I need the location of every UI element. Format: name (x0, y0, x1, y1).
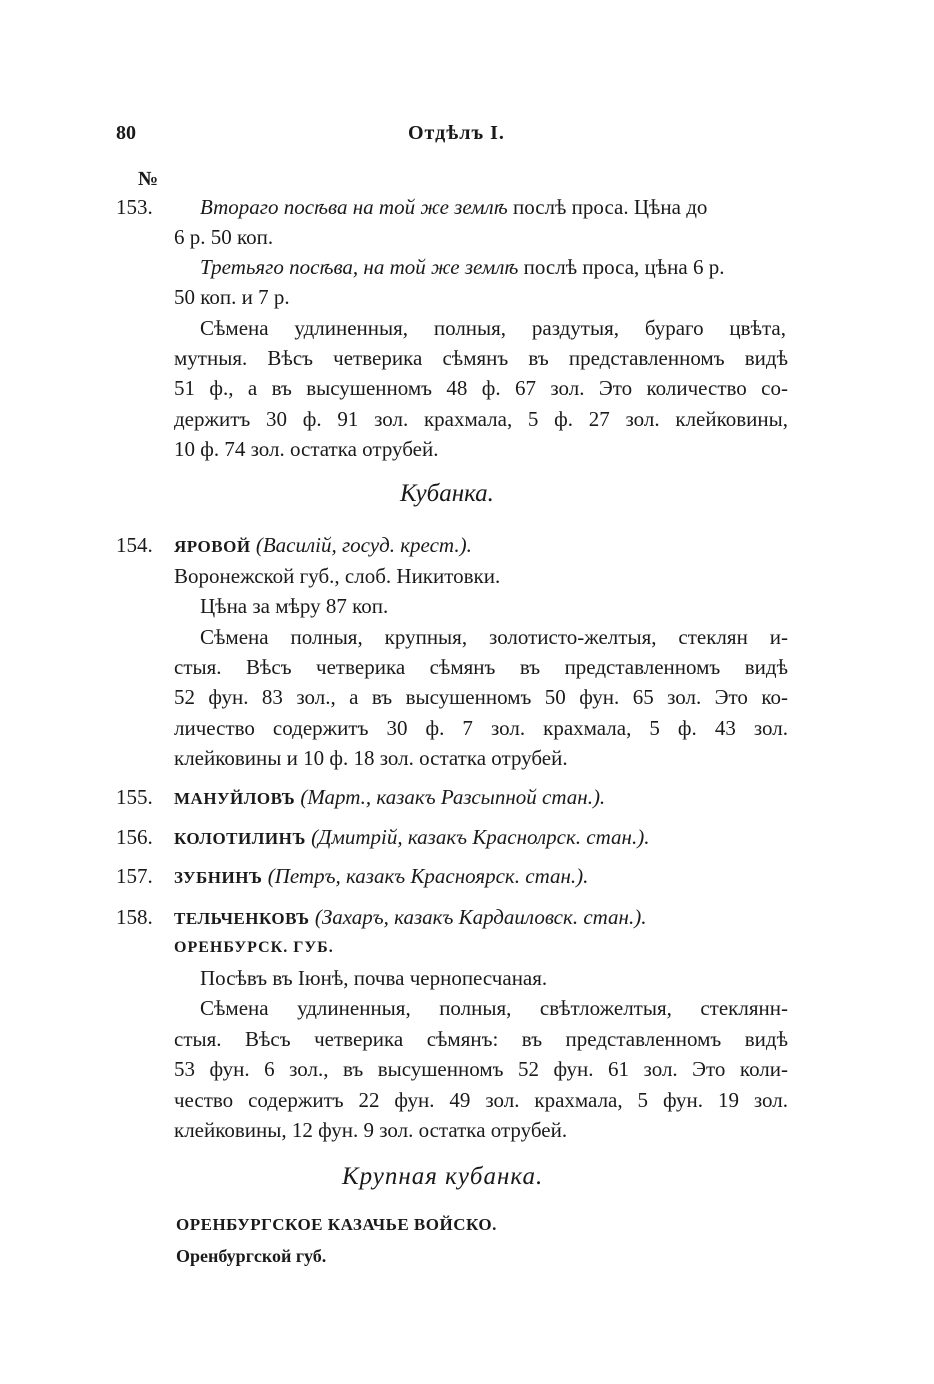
entry-156-number: 156. (116, 825, 153, 849)
entry-153-line-1-rest: послѣ проса. Цѣна до (507, 195, 708, 219)
section-heading-kubanka: Кубанка. (400, 480, 494, 507)
entry-154-line-5: стыя. Вѣсъ четверика сѣмянъ въ представленномъ видѣ (174, 655, 788, 679)
entry-157-name: ЗУБНИНЪ (174, 868, 263, 887)
entry-158-line-2: ОРЕНБУРСК. ГУБ. (174, 939, 334, 956)
entry-154-name: ЯРОВОЙ (174, 537, 251, 556)
entry-154-line-4: Сѣмена полныя, крупныя, золотисто-желтыя, стеклян и- (200, 625, 788, 649)
numero-sign: № (138, 168, 159, 190)
entry-154-line-8: клейковины и 10 ф. 18 зол. остатка отрубей. (174, 746, 568, 770)
entry-154-detail: (Василій, госуд. крест.). (250, 533, 472, 557)
entry-158-number: 158. (116, 905, 153, 929)
entry-156-detail: (Дмитрій, казакъ Краснолрск. стан.). (305, 825, 650, 849)
entry-153-line-8: держитъ 30 ф. 91 зол. крахмала, 5 ф. 27 зол. клейковины, (174, 407, 788, 431)
entry-154-line-3: Цѣна за мѣру 87 коп. (200, 594, 389, 618)
entry-153-line-3-italic: Третьяго посѣва, на той же землѣ (200, 255, 519, 279)
entry-155-name: МАНУЙЛОВЪ (174, 789, 296, 808)
page-number: 80 (116, 122, 136, 144)
section-heading-krupnaya-kubanka: Крупная кубанка. (342, 1163, 544, 1190)
entry-154-line-2: Воронежской губ., слоб. Никитовки. (174, 564, 501, 588)
entry-158-line-1 (174, 902, 646, 934)
entry-153-line-6: мутныя. Вѣсъ четверика сѣмянъ въ представленномъ видѣ (174, 346, 788, 370)
entry-156-name: КОЛОТИЛИНЪ (174, 829, 306, 848)
entry-153-line-4: 50 коп. и 7 р. (174, 285, 290, 309)
running-title: Отдѣлъ I. (408, 122, 505, 144)
entry-153-line-1-italic: Втораго посѣва на той же землѣ (200, 195, 508, 219)
final-entry-name: ОРЕНБУРГСКОЕ КАЗАЧЬЕ ВОЙСКО. (176, 1215, 497, 1234)
entry-153-line-3 (200, 252, 724, 282)
entry-153-line-7: 51 ф., а въ высушенномъ 48 ф. 67 зол. Это количество со- (174, 376, 788, 400)
entry-157-detail: (Петръ, казакъ Красноярск. стан.). (262, 864, 589, 888)
entry-154-line-7: личество содержитъ 30 ф. 7 зол. крахмала, 5 ф. 43 зол. (174, 716, 788, 740)
entry-153-line-5: Сѣмена удлиненныя, полныя, раздутыя, бураго цвѣта, (200, 316, 786, 340)
entry-153-line-3-rest: послѣ проса, цѣна 6 р. (518, 255, 725, 279)
entry-158-name: ТЕЛЬЧЕНКОВЪ (174, 909, 310, 928)
entry-155-detail: (Март., казакъ Разсыпной стан.). (295, 785, 606, 809)
entry-154-line-1 (174, 530, 472, 562)
entry-155-line (174, 782, 605, 814)
entry-157-line (174, 861, 588, 893)
entry-154-line-6: 52 фун. 83 зол., а въ высушенномъ 50 фун. 65 зол. Это ко- (174, 685, 788, 709)
entry-158-line-8: клейковины, 12 фун. 9 зол. остатка отрубей. (174, 1118, 568, 1142)
entry-158-detail: (Захаръ, казакъ Кардаиловск. стан.). (309, 905, 647, 929)
entry-158-line-7: чество содержитъ 22 фун. 49 зол. крахмала, 5 фун. 19 зол. (174, 1088, 788, 1112)
entry-153-line-2: 6 р. 50 коп. (174, 225, 274, 249)
entry-155-number: 155. (116, 785, 153, 809)
entry-154-number: 154. (116, 533, 153, 557)
entry-157-number: 157. (116, 864, 153, 888)
entry-158-line-3: Посѣвъ въ Іюнѣ, почва чернопесчаная. (200, 966, 548, 990)
entry-158-line-4: Сѣмена удлиненныя, полныя, свѣтложелтыя, стеклянн- (200, 996, 788, 1020)
entry-158-line-6: 53 фун. 6 зол., въ высушенномъ 52 фун. 61 зол. Это коли- (174, 1057, 788, 1081)
entry-153-line-1 (200, 192, 707, 222)
entry-158-line-5: стыя. Вѣсъ четверика сѣмянъ: въ представленномъ видѣ (174, 1027, 788, 1051)
entry-156-line (174, 822, 649, 854)
entry-153-line-9: 10 ф. 74 зол. остатка отрубей. (174, 437, 439, 461)
entry-153-number: 153. (116, 195, 153, 219)
final-entry-gubernia: Оренбургской губ. (176, 1246, 327, 1266)
